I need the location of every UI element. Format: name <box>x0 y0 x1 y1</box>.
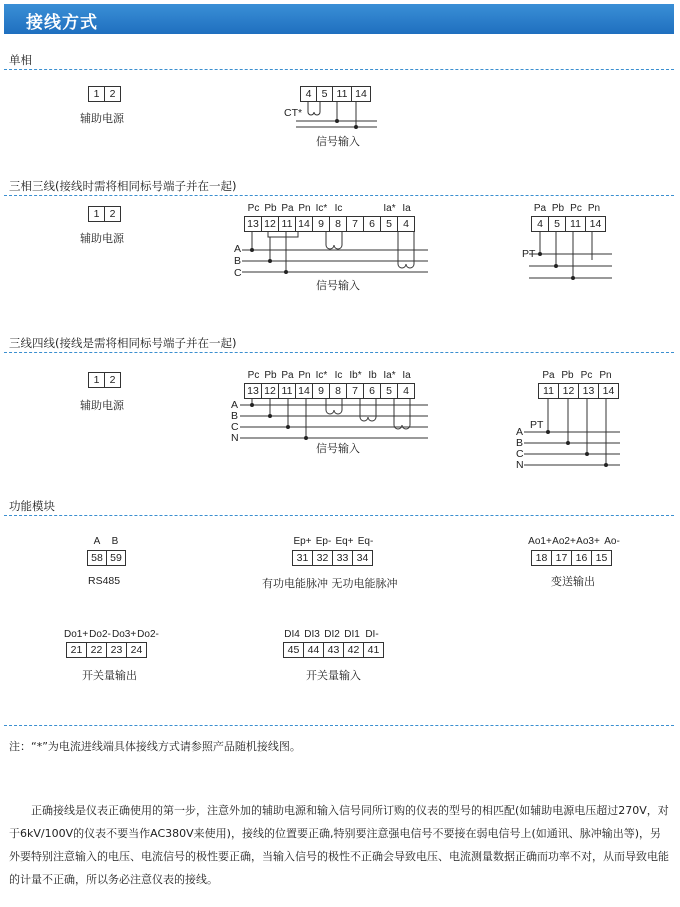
header: Ia* <box>383 203 396 214</box>
pulse-label: 有功电能脉冲 无功电能脉冲 <box>262 577 398 590</box>
terminal: 58 <box>91 552 103 564</box>
phase-label-a: A <box>234 243 242 255</box>
header: Eq+ <box>335 536 354 547</box>
signal-input-label: 信号输入 <box>316 442 360 455</box>
header: Ep+ <box>293 536 312 547</box>
header: Do2- <box>89 629 111 640</box>
terminal: 2 <box>104 207 120 221</box>
digital-in-label: 开关量输入 <box>306 669 361 682</box>
terminal: 14 <box>585 217 605 231</box>
terminal: 7 <box>346 384 363 398</box>
header: Pn <box>298 370 311 381</box>
header: Ic <box>334 370 343 381</box>
terminal: 2 <box>104 373 120 387</box>
terminal: 4 <box>397 384 414 398</box>
header: Ia* <box>383 370 396 381</box>
header: DI- <box>365 629 379 640</box>
wiring-instructions: 正确接线是仪表正确使用的第一步，注意外加的辅助电源和输入信号同所订购的仪表的型号的相匹配(如辅助电源电压超过270V，对于6kV/100V的仪表不要当作AC380V来使用)，接线的位置要正确,特别要注意强电信号不要接在弱电信号上(如通讯、脉冲输出等)，另外要特别注意输入的电压、电流信号的极性要正确，当输入信号的极性不正确会导致电压、电流测量数据正确而功率不对，从而导致电能的计量不正确，所以务必注意仪表的接线。 <box>9 804 669 886</box>
terminal: 5 <box>316 87 332 101</box>
terminal: 34 <box>352 551 372 565</box>
terminal: 22 <box>86 643 106 657</box>
phase-label-b: B <box>234 255 242 267</box>
terminal: 14 <box>295 217 312 231</box>
rs485-label: RS485 <box>88 575 121 587</box>
header: Pb <box>264 203 277 214</box>
header: Do1+ <box>64 629 89 640</box>
section-title-three-phase-three-wire: 三相三线(接线时需将相同标号端子并在一起) <box>9 179 237 193</box>
terminal: 31 <box>296 552 309 564</box>
section-title-function-module: 功能模块 <box>9 499 55 513</box>
header: B <box>111 536 119 547</box>
terminal: 12 <box>558 384 578 398</box>
analog-out-label: 变送输出 <box>551 575 595 588</box>
phase-label-a: A <box>516 426 524 438</box>
header: Ep- <box>315 536 332 547</box>
page-title: 接线方式 <box>26 13 98 33</box>
terminal: 17 <box>551 551 571 565</box>
aux-power-label: 辅助电源 <box>80 112 124 125</box>
terminal: 14 <box>295 384 312 398</box>
signal-input-label: 信号输入 <box>316 135 360 148</box>
header: Ia <box>402 370 411 381</box>
phase-label-b: B <box>231 410 239 422</box>
footnote: 注：“*”为电流进线端具体接线方式请参照产品随机接线图。 <box>9 740 301 753</box>
terminal: 5 <box>548 217 565 231</box>
header: Pc <box>570 203 582 214</box>
terminal: 33 <box>332 551 352 565</box>
header: Ic* <box>315 370 328 381</box>
terminal: 44 <box>303 643 323 657</box>
terminal: 24 <box>126 643 146 657</box>
terminal: 8 <box>329 217 346 231</box>
terminal: 15 <box>591 551 611 565</box>
header: Pa <box>281 203 294 214</box>
header: DI1 <box>344 629 360 640</box>
digital-out-label: 开关量输出 <box>82 669 137 682</box>
phase-label-n: N <box>516 459 524 471</box>
terminal: 13 <box>247 218 259 230</box>
header: Pn <box>298 203 311 214</box>
terminal: 23 <box>106 643 126 657</box>
header: A <box>93 536 101 547</box>
section-title-three-phase-four-wire: 三线四线(接线是需将相同标号端子并在一起) <box>9 336 237 350</box>
terminal: 41 <box>363 643 383 657</box>
terminal: 1 <box>93 374 100 386</box>
terminal: 12 <box>261 217 278 231</box>
terminal: 13 <box>247 385 259 397</box>
terminal: 8 <box>329 384 346 398</box>
header: Pb <box>264 370 277 381</box>
terminal: 45 <box>287 644 300 656</box>
terminal: 16 <box>571 551 591 565</box>
header: Pn <box>587 203 601 214</box>
header: Pc <box>247 370 260 381</box>
phase-label-c: C <box>231 421 239 433</box>
header: Pa <box>533 203 547 214</box>
header: Pa <box>542 370 555 381</box>
terminal: 14 <box>351 87 370 101</box>
signal-input-label: 信号输入 <box>316 279 360 292</box>
header: Eq- <box>357 536 374 547</box>
terminal: 5 <box>380 384 397 398</box>
terminal: 32 <box>312 551 332 565</box>
terminal: 1 <box>93 88 100 100</box>
terminal: 43 <box>323 643 343 657</box>
section-title-single: 单相 <box>9 53 32 67</box>
header: Do3+ <box>112 629 137 640</box>
terminal: 14 <box>598 384 618 398</box>
terminal: 6 <box>363 217 380 231</box>
header: DI2 <box>324 629 340 640</box>
phase-label-c: C <box>516 448 524 460</box>
header: Do2- <box>137 629 159 640</box>
header: Ib* <box>349 370 362 381</box>
ct-label: CT* <box>284 107 303 119</box>
pt-label: PT <box>522 248 536 260</box>
terminal: 6 <box>363 384 380 398</box>
terminal: 13 <box>578 384 598 398</box>
header: Ic <box>334 203 343 214</box>
terminal: 7 <box>346 217 363 231</box>
phase-label-n: N <box>231 432 239 444</box>
terminal: 4 <box>537 218 543 230</box>
header: Pc <box>580 370 593 381</box>
header: Ic* <box>315 203 328 214</box>
terminal: 1 <box>93 208 100 220</box>
aux-power-label: 辅助电源 <box>80 399 124 412</box>
header: Ao3+ <box>576 536 600 547</box>
header: DI3 <box>304 629 320 640</box>
header: DI4 <box>284 629 300 640</box>
terminal: 11 <box>278 217 295 231</box>
terminal: 21 <box>70 644 83 656</box>
aux-power-label: 辅助电源 <box>80 232 124 245</box>
header: Pn <box>599 370 612 381</box>
terminal: 9 <box>312 384 329 398</box>
terminal: 11 <box>332 87 351 101</box>
phase-label-a: A <box>231 399 239 411</box>
terminal: 12 <box>261 384 278 398</box>
header: Pc <box>247 203 260 214</box>
terminal: 59 <box>106 551 125 565</box>
terminal: 18 <box>535 552 548 564</box>
phase-label-c: C <box>234 267 242 279</box>
header: Ib <box>368 370 377 381</box>
phase-label-b: B <box>516 437 524 449</box>
header: Ao- <box>604 536 620 547</box>
header: Pb <box>561 370 574 381</box>
terminal: 4 <box>305 88 312 100</box>
terminal: 4 <box>397 217 414 231</box>
terminal: 11 <box>278 384 295 398</box>
header: Ia <box>402 203 411 214</box>
terminal: 11 <box>565 217 585 231</box>
pt-label: PT <box>530 419 544 431</box>
header: Pa <box>281 370 294 381</box>
terminal: 9 <box>312 217 329 231</box>
header: Ao1+ <box>528 536 552 547</box>
header: Ao2+ <box>552 536 576 547</box>
terminal: 11 <box>543 385 554 397</box>
terminal: 2 <box>104 87 120 101</box>
header: Pb <box>551 203 565 214</box>
terminal: 42 <box>343 643 363 657</box>
terminal: 5 <box>380 217 397 231</box>
